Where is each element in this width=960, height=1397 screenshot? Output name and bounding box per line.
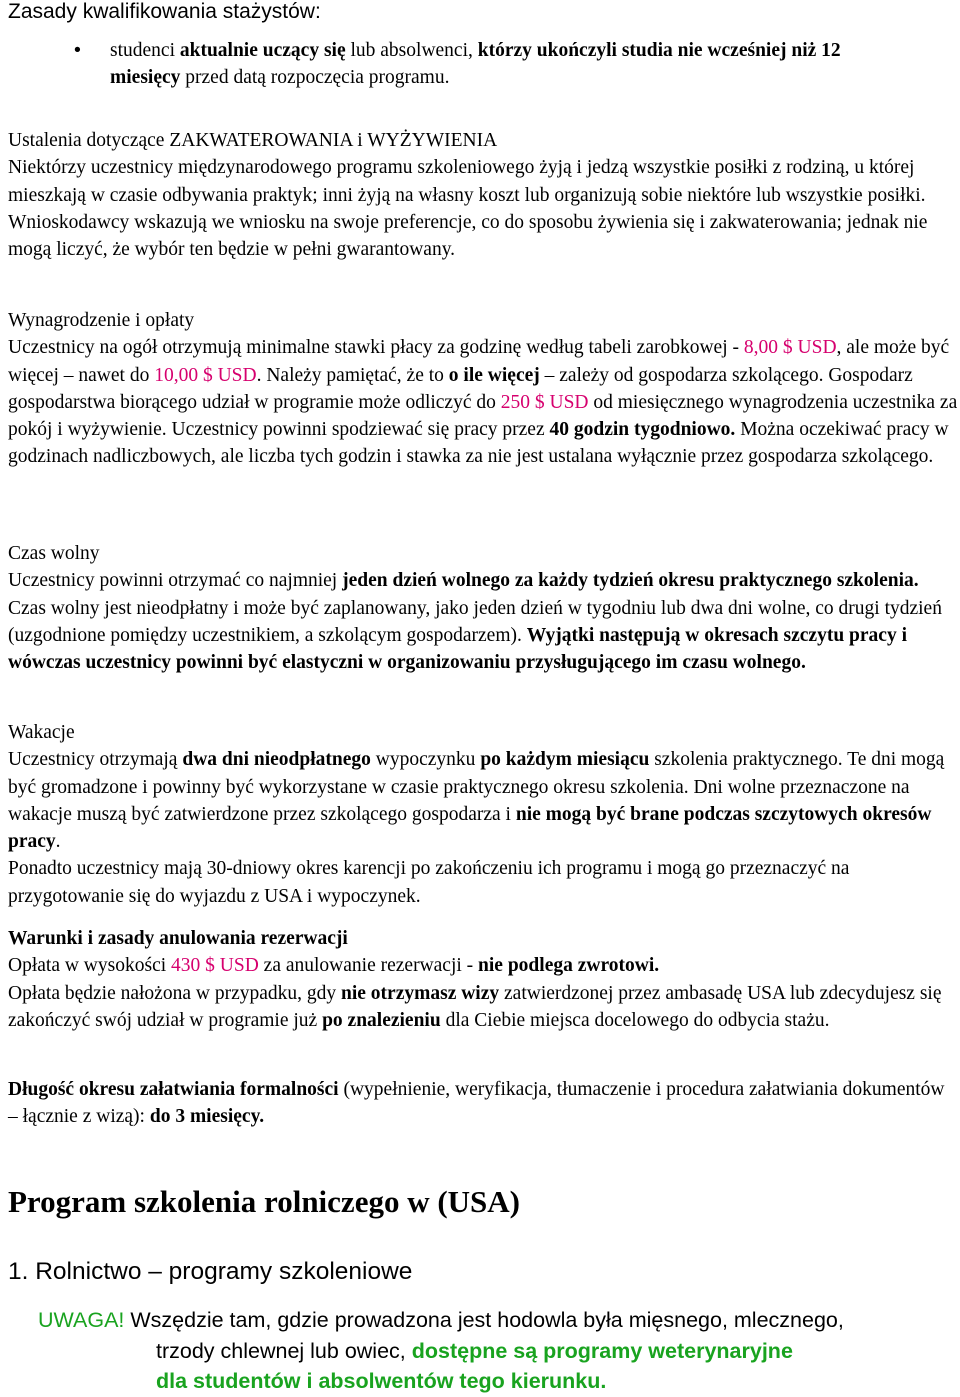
- program-title: Program szkolenia rolniczego w (USA): [8, 1184, 520, 1219]
- cancellation-text: dla Ciebie miejsca docelowego do odbycia stażu.: [440, 1009, 830, 1031]
- qualification-heading: Zasady kwalifikowania stażystów:: [8, 0, 321, 23]
- salary-amount: 10,00 $ USD: [154, 364, 257, 386]
- free-time-bold: Wyjątki następują w okresach szczytu pracy i wówczas uczestnicy powinni być elastyczni w organizowaniu przysługującego im czasu wolnego.: [8, 624, 907, 674]
- cancellation-text: Opłata będzie nałożona w przypadku, gdy: [8, 982, 342, 1004]
- salary-text: Uczestnicy na ogół otrzymują minimalne stawki płacy za godzinę według tabeli zarobkowej -: [8, 337, 744, 359]
- cancellation-text: za anulowanie rezerwacji -: [258, 955, 479, 977]
- salary-title: Wynagrodzenie i opłaty: [8, 310, 195, 331]
- cancellation-bold: po znalezieniu: [322, 1009, 441, 1031]
- vacation-title: Wakacje: [8, 722, 75, 743]
- cancellation-title: Warunki i zasady anulowania rezerwacji: [8, 928, 348, 949]
- salary-bold: o ile więcej: [448, 364, 540, 386]
- free-time-title: Czas wolny: [8, 543, 100, 564]
- bullet-bold: którzy ukończyli studia nie wcześniej niż 12 miesięcy: [110, 40, 841, 88]
- bullet-bold: aktualnie uczący się: [179, 40, 346, 61]
- vacation-text: Uczestnicy otrzymają: [8, 749, 183, 771]
- bullet-text: studenci: [110, 40, 180, 61]
- free-time-text: Czas wolny jest nieodpłatny i może być zaplanowany, jako jeden dzień w tygodniu lub dwa dni wolne, co drugi tydzień (uzgodnione pomiędzy uczestnikiem, a szkolącym gospodarzem).: [8, 597, 942, 646]
- vacation-section: [8, 719, 958, 910]
- vacation-bold: po każdym miesiącu: [480, 749, 650, 771]
- duration-bold: Długość okresu załatwiania formalności: [8, 1079, 339, 1100]
- free-time-bold: jeden dzień wolnego za każdy tydzień okresu praktycznego szkolenia.: [342, 570, 919, 592]
- salary-amount: 8,00 $ USD: [743, 337, 837, 359]
- housing-title: Ustalenia dotyczące ZAKWATEROWANIA i WYŻYWIENIA: [8, 130, 498, 151]
- vacation-text: wypoczynku: [370, 749, 481, 771]
- warning-highlight: dostępne są programy weterynaryjne: [411, 1338, 793, 1363]
- vacation-bold: dwa dni nieodpłatnego: [182, 749, 371, 771]
- vacation-text: szkolenia praktycznego. Te dni mogą być gromadzone i powinny być wykorzystane w czasie praktycznego okresu szkolenia. Dni wolne przeznaczone na wakacje muszą być zatwierdzone przez szkolącego gospodarza i: [8, 749, 945, 825]
- cancellation-text: Opłata w wysokości: [8, 955, 172, 977]
- salary-amount: 250 $ USD: [500, 391, 589, 413]
- salary-bold: 40 godzin tygodniowo.: [549, 419, 736, 441]
- program-item-1: 1. Rolnictwo – programy szkoleniowe: [8, 1258, 413, 1285]
- salary-text: Można oczekiwać pracy w godzinach nadliczbowych, ale liczba tych godzin i stawka za nie jest ustalana wyłącznie przez gospodarza szkolącego.: [8, 419, 949, 468]
- housing-section: [8, 127, 958, 263]
- vacation-paragraph-2: Ponadto uczestnicy mają 30-dniowy okres karencji po zakończeniu ich programu i mogą go przeznaczyć na przygotowanie się do wyjazdu z USA i wypoczynek.: [8, 858, 850, 907]
- cancellation-fee: 430 $ USD: [171, 955, 259, 977]
- warning-block: [38, 1305, 958, 1397]
- salary-text: od miesięcznego wynagrodzenia uczestnika za pokój i wyżywienie. Uczestnicy powinni spodziewać się pracy przez: [8, 391, 958, 441]
- salary-text: – zależy od gospodarza szkolącego. Gospodarz gospodarstwa biorącego udział w programie może odliczyć do: [8, 364, 913, 413]
- warning-text: trzody chlewnej lub owiec,: [156, 1338, 412, 1363]
- bullet-text: lub absolwenci,: [345, 40, 478, 61]
- duration-section: [8, 1076, 958, 1131]
- bullet-text: przed datą rozpoczęcia programu.: [180, 67, 450, 88]
- qualification-bullet: [74, 37, 870, 91]
- housing-body: Niektórzy uczestnicy międzynarodowego programu szkoleniowego żyją i jedzą wszystkie posiłki z rodziną, u której mieszkają w czasie odbywania praktyk; inni żyją na własny koszt lub organizują sobie niektóre lub wszystkie posiłki. Wnioskodawcy wskazują we wniosku na swoje preferencje, co do sposobu żywienia się i zakwaterowania; jednak nie mogą liczyć, że wybór ten będzie w pełni gwarantowany.: [8, 157, 928, 261]
- vacation-text: .: [55, 831, 61, 853]
- salary-text: , ale może być więcej – nawet do: [8, 337, 950, 386]
- cancellation-section: [8, 925, 958, 1034]
- duration-bold: do 3 miesięcy.: [149, 1106, 265, 1128]
- warning-text: Wszędzie tam, gdzie prowadzona jest hodowla była mięsnego, mlecznego,: [124, 1308, 844, 1332]
- cancellation-text: zatwierdzonej przez ambasadę USA lub zdecydujesz się zakończyć swój udział w programie już: [8, 982, 942, 1031]
- free-time-text: Uczestnicy powinni otrzymać co najmniej: [8, 570, 343, 592]
- warning-label: UWAGA!: [38, 1308, 125, 1332]
- vacation-bold: nie mogą być brane podczas szczytowych okresów pracy: [8, 803, 932, 853]
- salary-section: [8, 307, 958, 471]
- cancellation-bold: nie otrzymasz wizy: [341, 982, 500, 1004]
- duration-text: (wypełnienie, weryfikacja, tłumaczenie i procedura załatwiania dokumentów – łącznie z wizą):: [8, 1079, 945, 1128]
- free-time-section: [8, 540, 958, 676]
- warning-highlight: dla studentów i absolwentów tego kierunku.: [156, 1369, 607, 1393]
- bullet-icon: •: [74, 39, 81, 61]
- salary-text: . Należy pamiętać, że to: [256, 364, 449, 386]
- cancellation-bold: nie podlega zwrotowi.: [478, 955, 660, 977]
